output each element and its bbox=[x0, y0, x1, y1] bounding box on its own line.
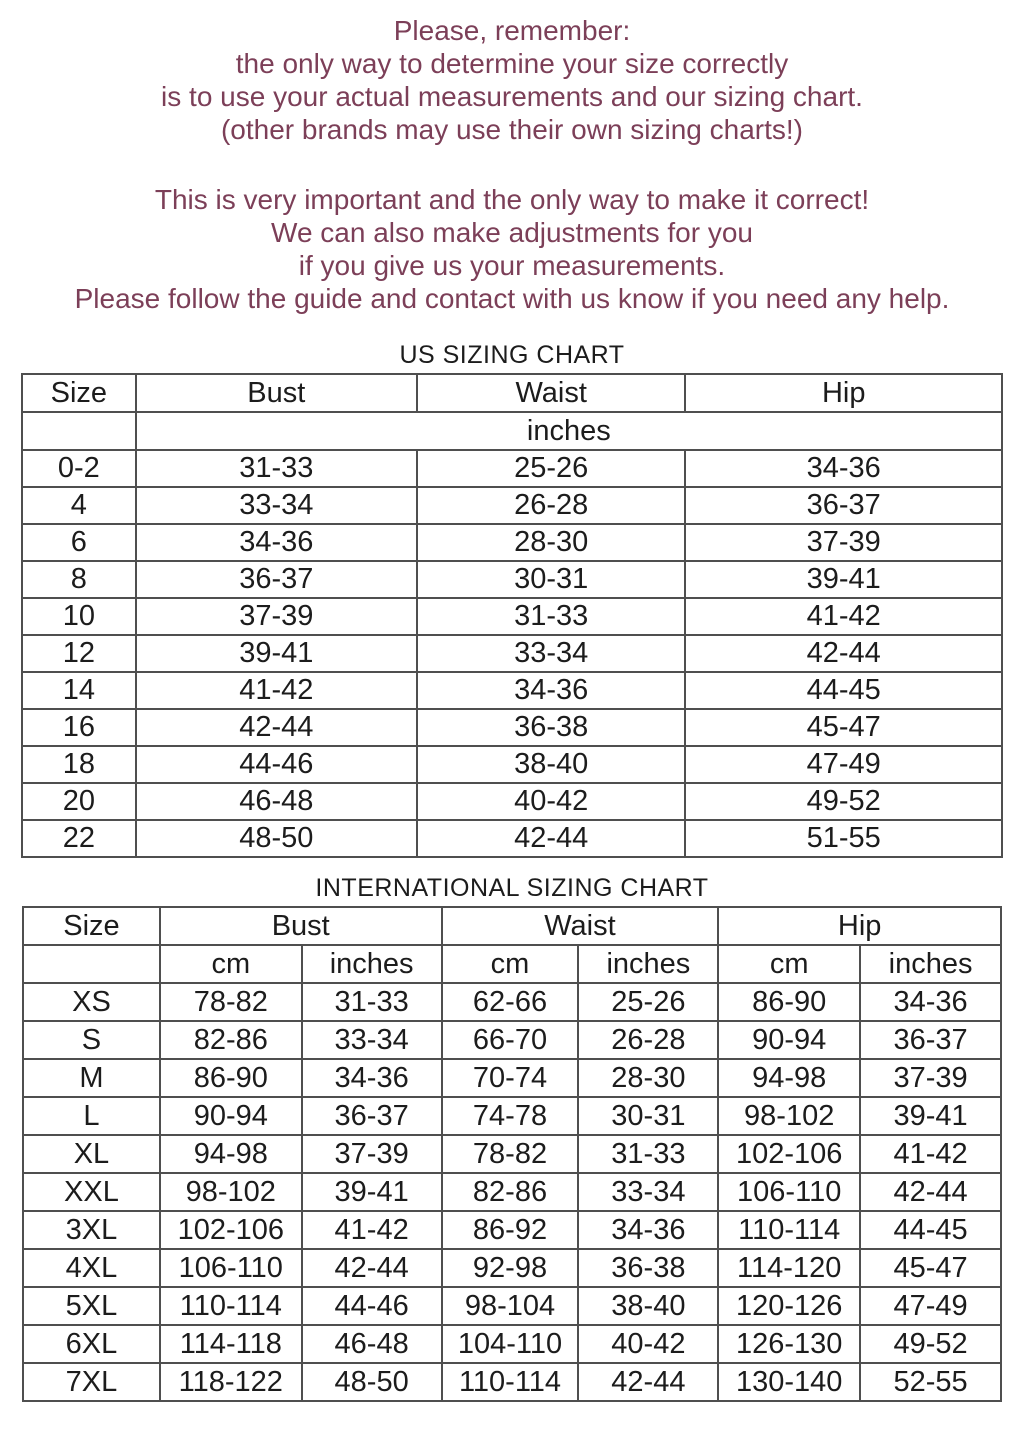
intl-chart-title: INTERNATIONAL SIZING CHART bbox=[315, 874, 709, 902]
us-cell: 42-44 bbox=[136, 709, 417, 746]
us-row bbox=[22, 783, 1002, 820]
intl-cell: 110-114 bbox=[442, 1363, 579, 1401]
intl-cell: 39-41 bbox=[860, 1097, 1001, 1135]
intl-cell: 36-38 bbox=[578, 1249, 718, 1287]
intl-cell: 82-86 bbox=[160, 1021, 302, 1059]
us-header-hip: Hip bbox=[685, 374, 1002, 412]
intl-header-bust: Bust bbox=[160, 907, 442, 945]
intl-table-body bbox=[23, 983, 1001, 1401]
intl-cell: 31-33 bbox=[578, 1135, 718, 1173]
intl-units-corner-empty bbox=[23, 945, 160, 983]
intl-cell: 86-90 bbox=[160, 1059, 302, 1097]
us-cell: 22 bbox=[22, 820, 136, 857]
intl-row bbox=[23, 1363, 1001, 1401]
intl-cell: 110-114 bbox=[718, 1211, 860, 1249]
us-cell: 42-44 bbox=[685, 635, 1002, 672]
intl-row bbox=[23, 1097, 1001, 1135]
us-cell: 36-37 bbox=[685, 487, 1002, 524]
intl-cell: 52-55 bbox=[860, 1363, 1001, 1401]
intl-row bbox=[23, 983, 1001, 1021]
intl-cell: 25-26 bbox=[578, 983, 718, 1021]
intl-cell: 33-34 bbox=[302, 1021, 442, 1059]
intl-waist-inches-label: inches bbox=[578, 945, 718, 983]
intro-line: Please, remember: bbox=[393, 15, 631, 46]
us-row bbox=[22, 635, 1002, 672]
us-table-body bbox=[22, 450, 1002, 857]
us-cell: 44-46 bbox=[136, 746, 417, 783]
intl-cell: 41-42 bbox=[302, 1211, 442, 1249]
intl-cell: 126-130 bbox=[718, 1325, 860, 1363]
us-cell: 30-31 bbox=[417, 561, 686, 598]
us-sizing-table bbox=[21, 373, 1003, 858]
us-cell: 10 bbox=[22, 598, 136, 635]
us-cell: 44-45 bbox=[685, 672, 1002, 709]
us-cell: 37-39 bbox=[136, 598, 417, 635]
us-cell: 4 bbox=[22, 487, 136, 524]
us-cell: 37-39 bbox=[685, 524, 1002, 561]
intl-header-waist: Waist bbox=[442, 907, 719, 945]
intl-cell: 44-45 bbox=[860, 1211, 1001, 1249]
intl-cell: 30-31 bbox=[578, 1097, 718, 1135]
us-chart-title: US SIZING CHART bbox=[399, 341, 625, 369]
us-cell: 51-55 bbox=[685, 820, 1002, 857]
intl-cell: XL bbox=[23, 1135, 160, 1173]
intl-waist-cm-label: cm bbox=[442, 945, 579, 983]
intl-cell: 5XL bbox=[23, 1287, 160, 1325]
intl-header-hip: Hip bbox=[718, 907, 1001, 945]
intl-cell: L bbox=[23, 1097, 160, 1135]
intl-cell: 94-98 bbox=[718, 1059, 860, 1097]
us-cell: 47-49 bbox=[685, 746, 1002, 783]
intl-cell: 6XL bbox=[23, 1325, 160, 1363]
intl-cell: 42-44 bbox=[578, 1363, 718, 1401]
us-cell: 25-26 bbox=[417, 450, 686, 487]
us-cell: 31-33 bbox=[136, 450, 417, 487]
intl-bust-inches-label: inches bbox=[302, 945, 442, 983]
intl-row bbox=[23, 1325, 1001, 1363]
intl-cell: 62-66 bbox=[442, 983, 579, 1021]
us-cell: 34-36 bbox=[136, 524, 417, 561]
intro-line: is to use your actual measurements and our sizing chart. bbox=[161, 81, 863, 112]
intl-cell: 46-48 bbox=[302, 1325, 442, 1363]
intl-cell: 34-36 bbox=[302, 1059, 442, 1097]
us-header-waist: Waist bbox=[417, 374, 686, 412]
intl-cell: 36-37 bbox=[860, 1021, 1001, 1059]
intl-cell: 7XL bbox=[23, 1363, 160, 1401]
intl-cell: 102-106 bbox=[718, 1135, 860, 1173]
intl-header-row bbox=[23, 907, 1001, 945]
intl-cell: XS bbox=[23, 983, 160, 1021]
us-cell: 38-40 bbox=[417, 746, 686, 783]
us-row bbox=[22, 450, 1002, 487]
us-units-row bbox=[22, 412, 1002, 450]
intl-cell: 39-41 bbox=[302, 1173, 442, 1211]
intl-cell: 92-98 bbox=[442, 1249, 579, 1287]
us-cell: 14 bbox=[22, 672, 136, 709]
intl-hip-inches-label: inches bbox=[860, 945, 1001, 983]
us-cell: 36-38 bbox=[417, 709, 686, 746]
us-cell: 49-52 bbox=[685, 783, 1002, 820]
intl-cell: 28-30 bbox=[578, 1059, 718, 1097]
intl-cell: 45-47 bbox=[860, 1249, 1001, 1287]
intl-cell: 120-126 bbox=[718, 1287, 860, 1325]
us-cell: 28-30 bbox=[417, 524, 686, 561]
us-cell: 8 bbox=[22, 561, 136, 598]
us-row bbox=[22, 524, 1002, 561]
intl-row bbox=[23, 1249, 1001, 1287]
us-units-label: inches bbox=[136, 412, 1002, 450]
intl-row bbox=[23, 1287, 1001, 1325]
intl-cell: 74-78 bbox=[442, 1097, 579, 1135]
us-cell: 34-36 bbox=[685, 450, 1002, 487]
us-row bbox=[22, 561, 1002, 598]
us-row bbox=[22, 672, 1002, 709]
intl-cell: S bbox=[23, 1021, 160, 1059]
us-header-size: Size bbox=[22, 374, 136, 412]
intl-cell: 90-94 bbox=[160, 1097, 302, 1135]
intl-cell: 47-49 bbox=[860, 1287, 1001, 1325]
us-header-bust: Bust bbox=[136, 374, 417, 412]
intl-cell: 41-42 bbox=[860, 1135, 1001, 1173]
us-cell: 0-2 bbox=[22, 450, 136, 487]
intro-paragraph-2 bbox=[0, 183, 1024, 315]
intl-row bbox=[23, 1021, 1001, 1059]
us-units-corner-empty bbox=[22, 412, 136, 450]
intl-cell: 130-140 bbox=[718, 1363, 860, 1401]
intl-cell: 110-114 bbox=[160, 1287, 302, 1325]
intl-cell: 98-102 bbox=[160, 1173, 302, 1211]
intl-cell: 98-104 bbox=[442, 1287, 579, 1325]
us-cell: 26-28 bbox=[417, 487, 686, 524]
us-cell: 48-50 bbox=[136, 820, 417, 857]
intl-cell: 36-37 bbox=[302, 1097, 442, 1135]
us-cell: 39-41 bbox=[685, 561, 1002, 598]
us-cell: 42-44 bbox=[417, 820, 686, 857]
intl-cell: 26-28 bbox=[578, 1021, 718, 1059]
us-row bbox=[22, 746, 1002, 783]
us-row bbox=[22, 820, 1002, 857]
intl-cell: 49-52 bbox=[860, 1325, 1001, 1363]
intl-header-size: Size bbox=[23, 907, 160, 945]
us-header-row bbox=[22, 374, 1002, 412]
intl-cell: 34-36 bbox=[860, 983, 1001, 1021]
intl-cell: 34-36 bbox=[578, 1211, 718, 1249]
intl-cell: 3XL bbox=[23, 1211, 160, 1249]
intl-row bbox=[23, 1173, 1001, 1211]
intl-bust-cm-label: cm bbox=[160, 945, 302, 983]
intl-units-row bbox=[23, 945, 1001, 983]
intl-cell: XXL bbox=[23, 1173, 160, 1211]
intl-cell: 37-39 bbox=[302, 1135, 442, 1173]
intl-cell: 66-70 bbox=[442, 1021, 579, 1059]
intl-cell: 4XL bbox=[23, 1249, 160, 1287]
us-cell: 39-41 bbox=[136, 635, 417, 672]
intl-cell: 31-33 bbox=[302, 983, 442, 1021]
intl-sizing-table bbox=[22, 906, 1002, 1402]
us-cell: 16 bbox=[22, 709, 136, 746]
intro-text bbox=[0, 0, 1024, 315]
us-cell: 6 bbox=[22, 524, 136, 561]
us-cell: 34-36 bbox=[417, 672, 686, 709]
us-cell: 12 bbox=[22, 635, 136, 672]
intl-cell: 44-46 bbox=[302, 1287, 442, 1325]
us-cell: 40-42 bbox=[417, 783, 686, 820]
intl-cell: M bbox=[23, 1059, 160, 1097]
us-cell: 33-34 bbox=[417, 635, 686, 672]
intl-cell: 40-42 bbox=[578, 1325, 718, 1363]
intl-hip-cm-label: cm bbox=[718, 945, 860, 983]
intl-cell: 114-120 bbox=[718, 1249, 860, 1287]
intl-cell: 33-34 bbox=[578, 1173, 718, 1211]
intl-row bbox=[23, 1211, 1001, 1249]
intl-cell: 82-86 bbox=[442, 1173, 579, 1211]
intl-row bbox=[23, 1135, 1001, 1173]
intro-line: We can also make adjustments for you bbox=[271, 217, 753, 248]
us-row bbox=[22, 487, 1002, 524]
intl-cell: 70-74 bbox=[442, 1059, 579, 1097]
intl-row bbox=[23, 1059, 1001, 1097]
intl-cell: 86-92 bbox=[442, 1211, 579, 1249]
intl-cell: 118-122 bbox=[160, 1363, 302, 1401]
intl-cell: 42-44 bbox=[860, 1173, 1001, 1211]
us-cell: 31-33 bbox=[417, 598, 686, 635]
us-cell: 18 bbox=[22, 746, 136, 783]
intl-cell: 104-110 bbox=[442, 1325, 579, 1363]
intl-cell: 98-102 bbox=[718, 1097, 860, 1135]
intl-cell: 106-110 bbox=[718, 1173, 860, 1211]
intl-cell: 38-40 bbox=[578, 1287, 718, 1325]
us-row bbox=[22, 598, 1002, 635]
intl-cell: 114-118 bbox=[160, 1325, 302, 1363]
us-cell: 45-47 bbox=[685, 709, 1002, 746]
intro-line: (other brands may use their own sizing charts!) bbox=[220, 114, 804, 145]
us-row bbox=[22, 709, 1002, 746]
us-cell: 41-42 bbox=[136, 672, 417, 709]
intro-line: This is very important and the only way to make it correct! bbox=[154, 184, 870, 215]
intl-cell: 90-94 bbox=[718, 1021, 860, 1059]
intro-paragraph-1 bbox=[0, 14, 1024, 146]
intl-cell: 94-98 bbox=[160, 1135, 302, 1173]
intro-line: the only way to determine your size correctly bbox=[235, 48, 789, 79]
us-cell: 33-34 bbox=[136, 487, 417, 524]
intro-line: if you give us your measurements. bbox=[298, 250, 726, 281]
intro-line: Please follow the guide and contact with us know if you need any help. bbox=[74, 283, 950, 314]
intl-cell: 102-106 bbox=[160, 1211, 302, 1249]
us-cell: 41-42 bbox=[685, 598, 1002, 635]
intl-cell: 37-39 bbox=[860, 1059, 1001, 1097]
intl-cell: 78-82 bbox=[442, 1135, 579, 1173]
intl-cell: 48-50 bbox=[302, 1363, 442, 1401]
intl-cell: 78-82 bbox=[160, 983, 302, 1021]
us-cell: 36-37 bbox=[136, 561, 417, 598]
intl-cell: 42-44 bbox=[302, 1249, 442, 1287]
intl-cell: 106-110 bbox=[160, 1249, 302, 1287]
us-cell: 46-48 bbox=[136, 783, 417, 820]
intl-cell: 86-90 bbox=[718, 983, 860, 1021]
us-cell: 20 bbox=[22, 783, 136, 820]
